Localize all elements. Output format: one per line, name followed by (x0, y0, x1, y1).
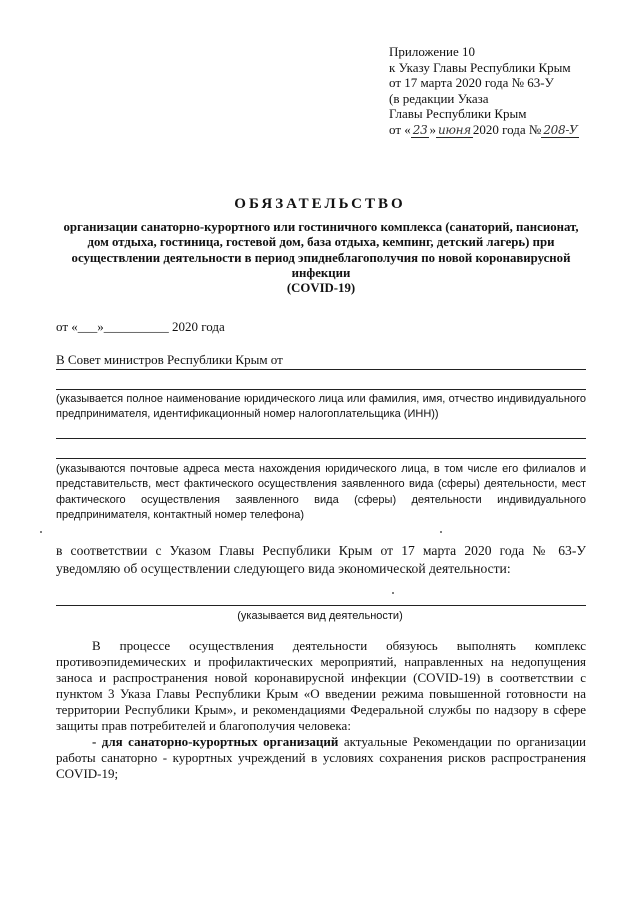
appendix-line-2: к Указу Главы Республики Крым (389, 59, 571, 75)
handwritten-month: июня (437, 122, 471, 137)
scan-speck (40, 531, 42, 533)
item-text: актуальные Рекомендации по организации работы санаторно - курортных учреждений в условиях сохранения рисков распространения COVID-19; (56, 734, 586, 781)
appendix-line-4: (в редакции Указа (389, 90, 489, 106)
fill-line-1 (56, 369, 586, 370)
note-address: (указываются почтовые адреса места нахождения юридического лица, в том числе его филиалов и представительств, мест фактического осуществления заявленного вида (сферы) деятельности, мест фактического осуществления заявленного вида (сферы) деятельности индивидуального предпринимателя, контактный номер телефона) (56, 463, 586, 521)
note-activity: (указывается вид деятельности) (237, 610, 403, 622)
appendix-line-5: Главы Республики Крым (389, 106, 527, 121)
document-subtitle (56, 220, 586, 296)
fill-line-4 (56, 458, 586, 459)
appendix-line-3: от 17 марта 2020 года № 63-У (389, 75, 554, 90)
fill-line-3 (56, 438, 586, 439)
accordance-paragraph: в соответствии с Указом Главы Республики Крым от 17 марта 2020 года № 63-У уведомляю об осуществлении следующего вида экономической деятельности: (56, 543, 586, 576)
subtitle-text: организации санаторно-курортного или гостиничного комплекса (санаторий, пансионат, дом отдыха, гостиница, гостевой дом, база отдыха, кемпинг, детский лагерь) при осуществлении деятельности в период эпиднеблагополучия по новой коронавирусной инфекции (63, 220, 579, 280)
obligation-item-sanatorium (56, 734, 586, 782)
scan-speck (440, 531, 442, 533)
appendix-header (389, 44, 579, 138)
note-organization: (указывается полное наименование юридического лица или фамилия, имя, отчество индивидуального предпринимателя, идентификационный номер налогоплательщика (ИНН)) (56, 393, 586, 421)
handwritten-day: 23 (412, 122, 428, 137)
fill-line-activity (56, 605, 586, 606)
appendix-line-6 (389, 122, 579, 139)
appendix-line-6-prefix: от « (389, 121, 411, 137)
obligation-paragraph: В процессе осуществления деятельности обязуюсь выполнять комплекс противоэпидемических и профилактических мероприятий, направленных на недопущения заноса и распространения новой коронавирусной инфекции (COVID-19) в соответствии с пунктом 3 Указа Главы Республики Крым «О введении режима повышенной готовности на территории Республики Крым», и рекомендациями Федеральной службы по надзору в сфере защиты прав потребителей и благополучия человека: (56, 638, 586, 733)
appendix-line-6-year: 2020 года № (472, 121, 542, 137)
item-heading: - для санаторно-курортных организаций (92, 734, 339, 749)
fill-line-2 (56, 389, 586, 390)
recipient-line: В Совет министров Республики Крым от (56, 352, 283, 367)
appendix-line-6-mid: » (429, 121, 436, 137)
document-title: ОБЯЗАТЕЛЬСТВО (234, 196, 406, 212)
appendix-line-1: Приложение 10 (389, 44, 476, 59)
obligation-body (56, 638, 586, 782)
handwritten-number: 208-У (543, 122, 578, 137)
date-row: от «___»__________ 2020 года (56, 319, 225, 334)
subtitle-covid: (COVID-19) (286, 281, 356, 296)
scan-speck (392, 592, 394, 594)
